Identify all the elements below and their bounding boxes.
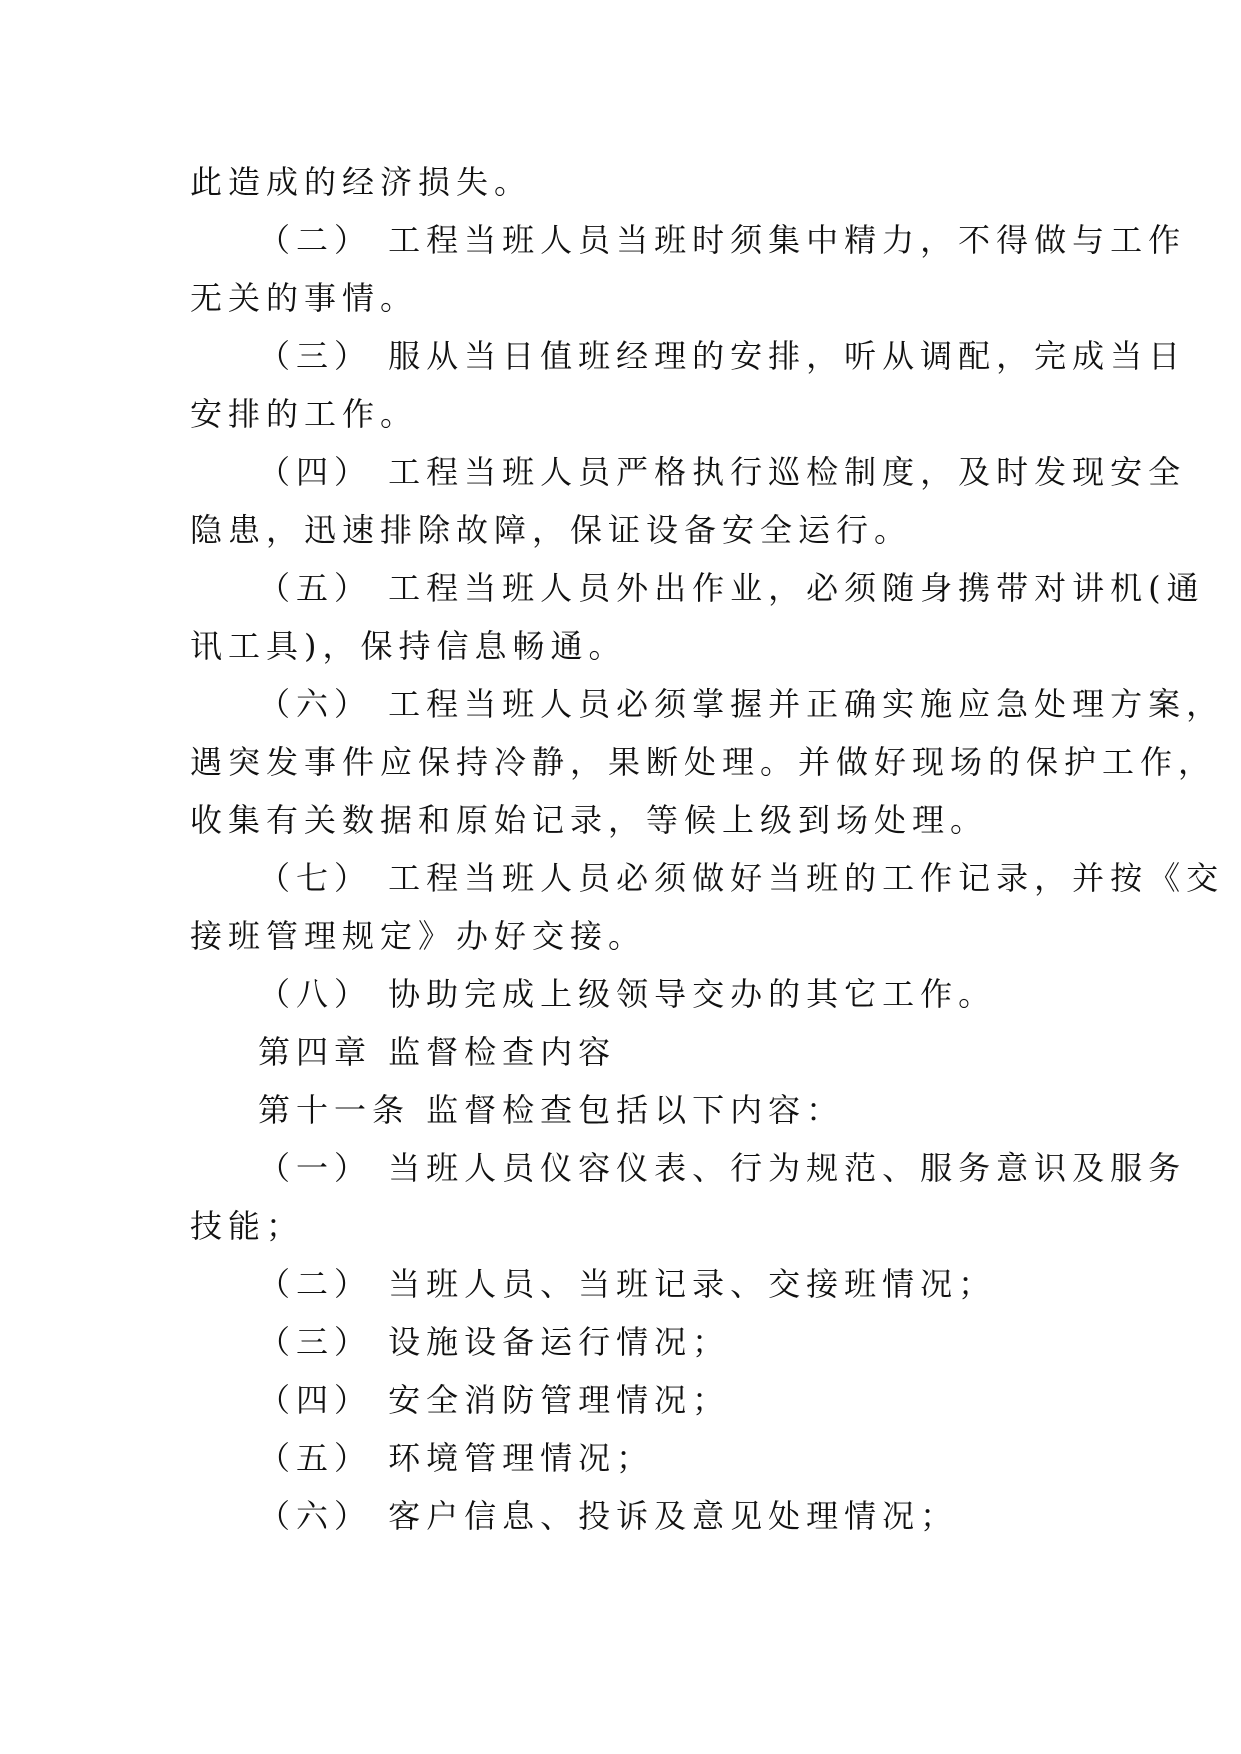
paragraph-5 [190,559,1205,675]
document-body [190,153,1225,1545]
text-line: 第四章 监督检查内容 [258,1033,617,1071]
text-line: （三） 服从当日值班经理的安排，听从调配，完成当日 [258,337,1187,375]
text-line: （六） 客户信息、投诉及意见处理情况； [258,1497,959,1535]
text-line: （七） 工程当班人员必须做好当班的工作记录，并按《交 [258,859,1225,897]
text-line: （二） 当班人员、当班记录、交接班情况； [258,1265,997,1303]
paragraph-8 [190,965,1060,1023]
text-line: 讯工具)，保持信息畅通。 [190,627,627,665]
paragraph-3 [190,327,1187,443]
text-line: 隐患，迅速排除故障，保证设备安全运行。 [190,511,913,549]
text-line: （一） 当班人员仪容仪表、行为规范、服务意识及服务 [258,1149,1187,1187]
paragraph-14 [190,1371,1060,1429]
text-line: （八） 协助完成上级领导交办的其它工作。 [258,975,997,1013]
paragraph-15 [190,1429,1060,1487]
text-line: 收集有关数据和原始记录，等候上级到场处理。 [190,801,989,839]
paragraph-6 [190,675,1225,849]
paragraph-16 [190,1487,1060,1545]
text-line: （四） 安全消防管理情况； [258,1381,731,1419]
text-line: 安排的工作。 [190,395,419,433]
text-line: （五） 环境管理情况； [258,1439,655,1477]
paragraph-11 [190,1139,1187,1255]
chapter-heading [190,1023,1060,1081]
paragraph-1 [190,153,1060,211]
text-line: （五） 工程当班人员外出作业，必须随身携带对讲机(通 [258,569,1205,607]
text-line: （二） 工程当班人员当班时须集中精力，不得做与工作 [258,221,1187,259]
paragraph-7 [190,849,1225,965]
paragraph-4 [190,443,1187,559]
paragraph-2 [190,211,1187,327]
text-line: 第十一条 监督检查包括以下内容： [258,1091,845,1129]
text-line: （六） 工程当班人员必须掌握并正确实施应急处理方案， [258,685,1225,723]
text-line: 无关的事情。 [190,279,419,317]
text-line: 技能； [190,1207,305,1245]
paragraph-13 [190,1313,1060,1371]
article-heading [190,1081,1060,1139]
text-line: 此造成的经济损失。 [190,163,533,201]
text-line: （四） 工程当班人员严格执行巡检制度，及时发现安全 [258,453,1187,491]
paragraph-12 [190,1255,1060,1313]
text-line: （三） 设施设备运行情况； [258,1323,731,1361]
text-line: 接班管理规定》办好交接。 [190,917,647,955]
text-line: 遇突发事件应保持冷静，果断处理。并做好现场的保护工作， [190,743,1217,781]
